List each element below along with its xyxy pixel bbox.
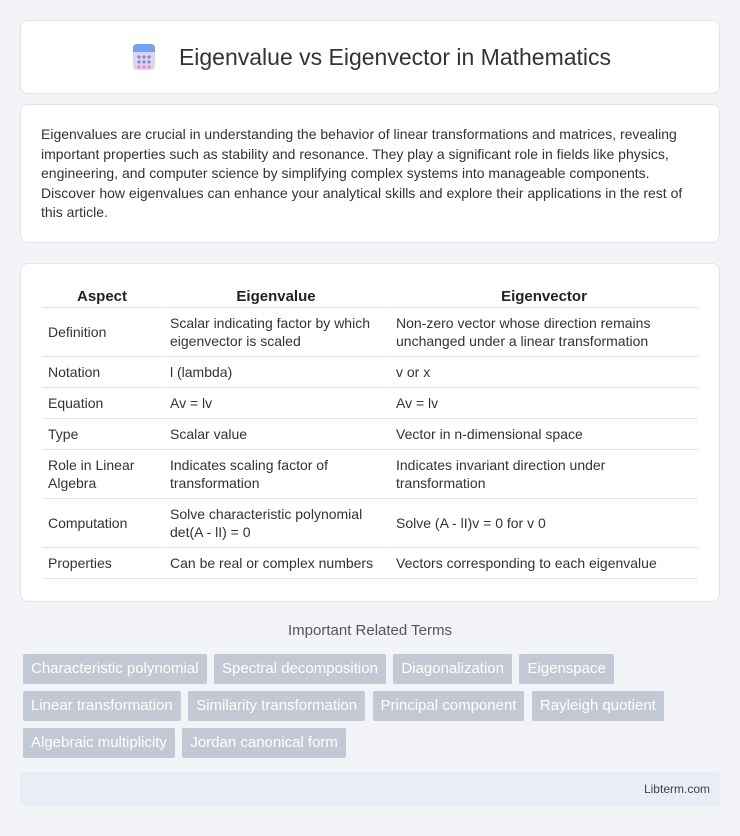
table-cell: Type [42, 419, 162, 450]
table-cell: Role in Linear Algebra [42, 450, 162, 499]
table-cell: Equation [42, 388, 162, 419]
comparison-table-card [20, 263, 720, 602]
table-cell: Can be real or complex numbers [162, 548, 388, 579]
footer-site-link[interactable]: Libterm.com [643, 782, 710, 796]
related-term-tag[interactable]: Diagonalization [393, 654, 512, 684]
table-row [42, 548, 698, 579]
table-row [42, 308, 698, 357]
header-aspect: Aspect [42, 284, 162, 308]
table-cell: Non-zero vector whose direction remains unchanged under a linear transformation [388, 308, 698, 357]
table-cell: l (lambda) [162, 357, 388, 388]
related-term-tag[interactable]: Similarity transformation [188, 691, 365, 721]
header-eigenvalue: Eigenvalue [162, 284, 388, 308]
related-term-tag[interactable]: Rayleigh quotient [532, 691, 664, 721]
comparison-table [42, 284, 698, 579]
related-term-tag[interactable]: Spectral decomposition [214, 654, 386, 684]
title-card [20, 20, 720, 94]
table-cell: Properties [42, 548, 162, 579]
table-cell: Scalar indicating factor by which eigenvector is scaled [162, 308, 388, 357]
table-cell: Scalar value [162, 419, 388, 450]
table-cell: Notation [42, 357, 162, 388]
calculator-icon [129, 42, 159, 72]
table-cell: Av = lv [388, 388, 698, 419]
table-cell: Solve characteristic polynomial det(A - lI) = 0 [162, 499, 388, 548]
related-terms-list [23, 654, 723, 765]
related-term-tag[interactable]: Characteristic polynomial [23, 654, 207, 684]
table-row [42, 450, 698, 499]
related-term-tag[interactable]: Algebraic multiplicity [23, 728, 175, 758]
related-term-tag[interactable]: Eigenspace [519, 654, 613, 684]
footer [20, 772, 720, 806]
table-cell: Definition [42, 308, 162, 357]
intro-text: Eigenvalues are crucial in understanding the behavior of linear transformations and matrices, revealing important properties such as stability and resonance. They play a significant role in fields like physics, engineering, and computer science by simplifying complex systems into manageable components. Discover how eigenvalues can enhance your analytical skills and explore their applications in the rest of this article. [41, 126, 683, 221]
table-header-row [42, 284, 698, 308]
table-cell: Av = lv [162, 388, 388, 419]
header-eigenvector: Eigenvector [388, 284, 698, 308]
related-terms-title: Important Related Terms [288, 622, 452, 639]
related-term-tag[interactable]: Linear transformation [23, 691, 181, 721]
table-cell: Solve (A - lI)v = 0 for v 0 [388, 499, 698, 548]
table-cell: Vectors corresponding to each eigenvalue [388, 548, 698, 579]
table-row [42, 419, 698, 450]
table-cell: Vector in n-dimensional space [388, 419, 698, 450]
table-row [42, 388, 698, 419]
intro-card [20, 104, 720, 243]
related-term-tag[interactable]: Principal component [373, 691, 525, 721]
table-cell: Indicates scaling factor of transformation [162, 450, 388, 499]
table-cell: v or x [388, 357, 698, 388]
table-row [42, 357, 698, 388]
table-cell: Computation [42, 499, 162, 548]
table-cell: Indicates invariant direction under transformation [388, 450, 698, 499]
page-title: Eigenvalue vs Eigenvector in Mathematics [178, 43, 612, 70]
table-row [42, 499, 698, 548]
related-term-tag[interactable]: Jordan canonical form [182, 728, 346, 758]
